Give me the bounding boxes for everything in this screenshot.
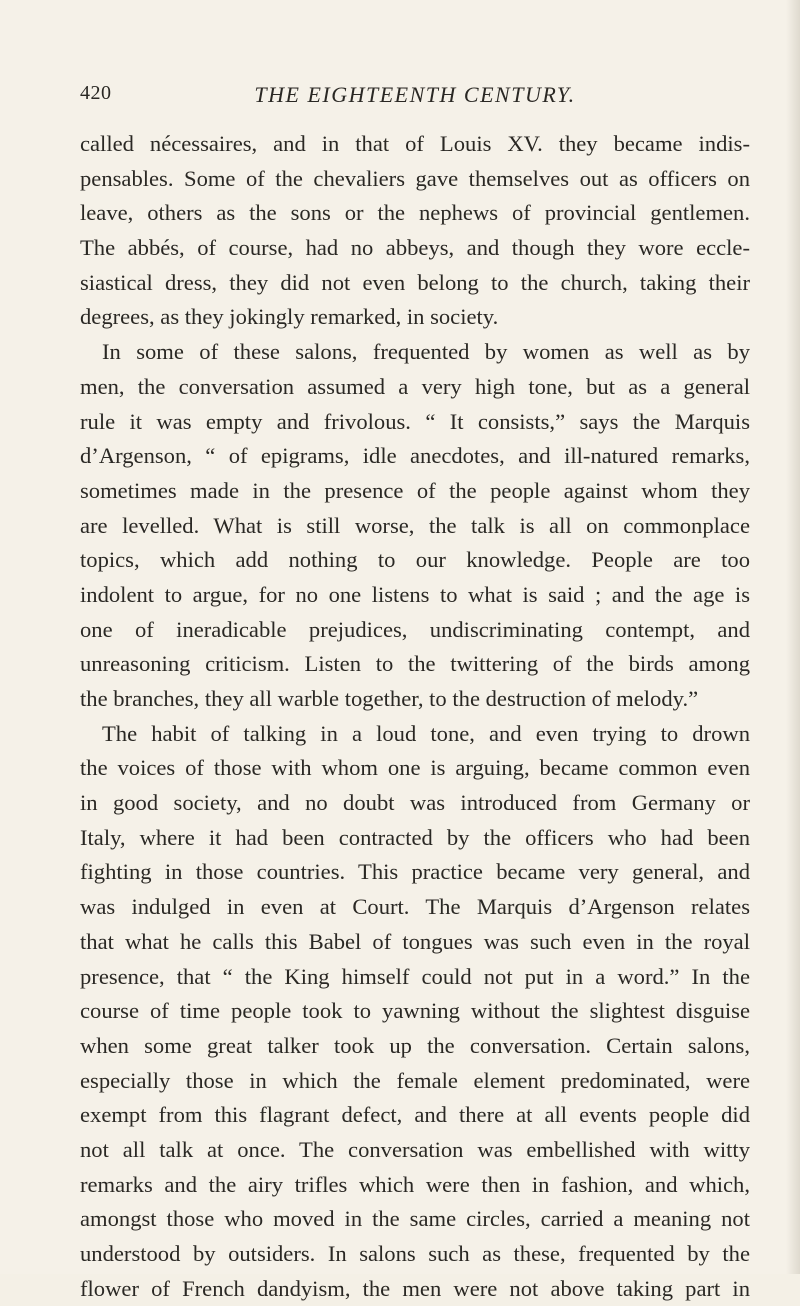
running-title: THE EIGHTEENTH CENTURY. bbox=[254, 82, 576, 107]
text-line: called nécessaires, and in that of Louis XV. they became indis- bbox=[80, 131, 750, 156]
text-line: exempt from this flagrant defect, and there at all events people did bbox=[80, 1102, 750, 1128]
text-line: especially those in which the female element predominated, were bbox=[80, 1067, 750, 1093]
text-line: degrees, as they jokingly remarked, in society. bbox=[80, 304, 499, 330]
text-line: flower of French dandyism, the men were not above taking part in bbox=[80, 1275, 750, 1301]
text-line: are levelled. What is still worse, the talk is all on commonplace bbox=[80, 512, 750, 538]
text-line: leave, others as the sons or the nephews of provincial gentlemen. bbox=[80, 200, 750, 226]
text-line: unreasoning criticism. Listen to the twittering of the birds among bbox=[80, 651, 750, 677]
text-line: men, the conversation assumed a very high tone, but as a general bbox=[80, 373, 750, 399]
text-line: one of ineradicable prejudices, undiscriminating contempt, and bbox=[80, 616, 750, 642]
text-line: in good society, and no doubt was introduced from Germany or bbox=[80, 790, 750, 816]
text-line: Italy, where it had been contracted by the officers who had been bbox=[80, 824, 750, 850]
text-line: topics, which add nothing to our knowledge. People are too bbox=[80, 547, 750, 573]
text-line: The habit of talking in a loud tone, and even trying to drown bbox=[102, 720, 750, 746]
text-line: remarks and the airy trifles which were then in fashion, and which, bbox=[80, 1171, 750, 1197]
text-line: fighting in those countries. This practice became very general, and bbox=[80, 859, 750, 885]
text-line: d’Argenson, “ of epigrams, idle anecdotes, and ill-natured remarks, bbox=[80, 443, 750, 469]
text-line: The abbés, of course, had no abbeys, and though they wore eccle- bbox=[80, 235, 750, 261]
text-line: the branches, they all warble together, to the destruction of melody.” bbox=[80, 686, 699, 711]
text-line: amongst those who moved in the same circles, carried a meaning not bbox=[80, 1206, 750, 1232]
page-number: 420 bbox=[80, 82, 112, 104]
text-line: pensables. Some of the chevaliers gave themselves out as officers on bbox=[80, 165, 750, 191]
text-line: siastical dress, they did not even belong to the church, taking their bbox=[80, 269, 750, 295]
text-line: understood by outsiders. In salons such as these, frequented by the bbox=[80, 1241, 750, 1266]
text-line: course of time people took to yawning without the slightest disguise bbox=[80, 998, 750, 1024]
page-header bbox=[80, 82, 750, 112]
text-line: not all talk at once. The conversation was embellished with witty bbox=[80, 1136, 750, 1162]
text-line: sometimes made in the presence of the people against whom they bbox=[80, 477, 750, 503]
text-line: the voices of those with whom one is arguing, became common even bbox=[80, 755, 750, 781]
body-text bbox=[80, 127, 750, 1306]
text-line: In some of these salons, frequented by women as well as by bbox=[102, 339, 750, 365]
text-line: indolent to argue, for no one listens to what is said ; and the age is bbox=[80, 581, 750, 607]
text-line: presence, that “ the King himself could not put in a word.” In the bbox=[80, 963, 750, 989]
text-line: when some great talker took up the conversation. Certain salons, bbox=[80, 1032, 750, 1058]
text-line: was indulged in even at Court. The Marquis d’Argenson relates bbox=[80, 894, 750, 920]
text-line: rule it was empty and frivolous. “ It consists,” says the Marquis bbox=[80, 408, 750, 434]
text-line: that what he calls this Babel of tongues was such even in the royal bbox=[80, 928, 750, 954]
page-edge-shadow bbox=[786, 0, 800, 1274]
